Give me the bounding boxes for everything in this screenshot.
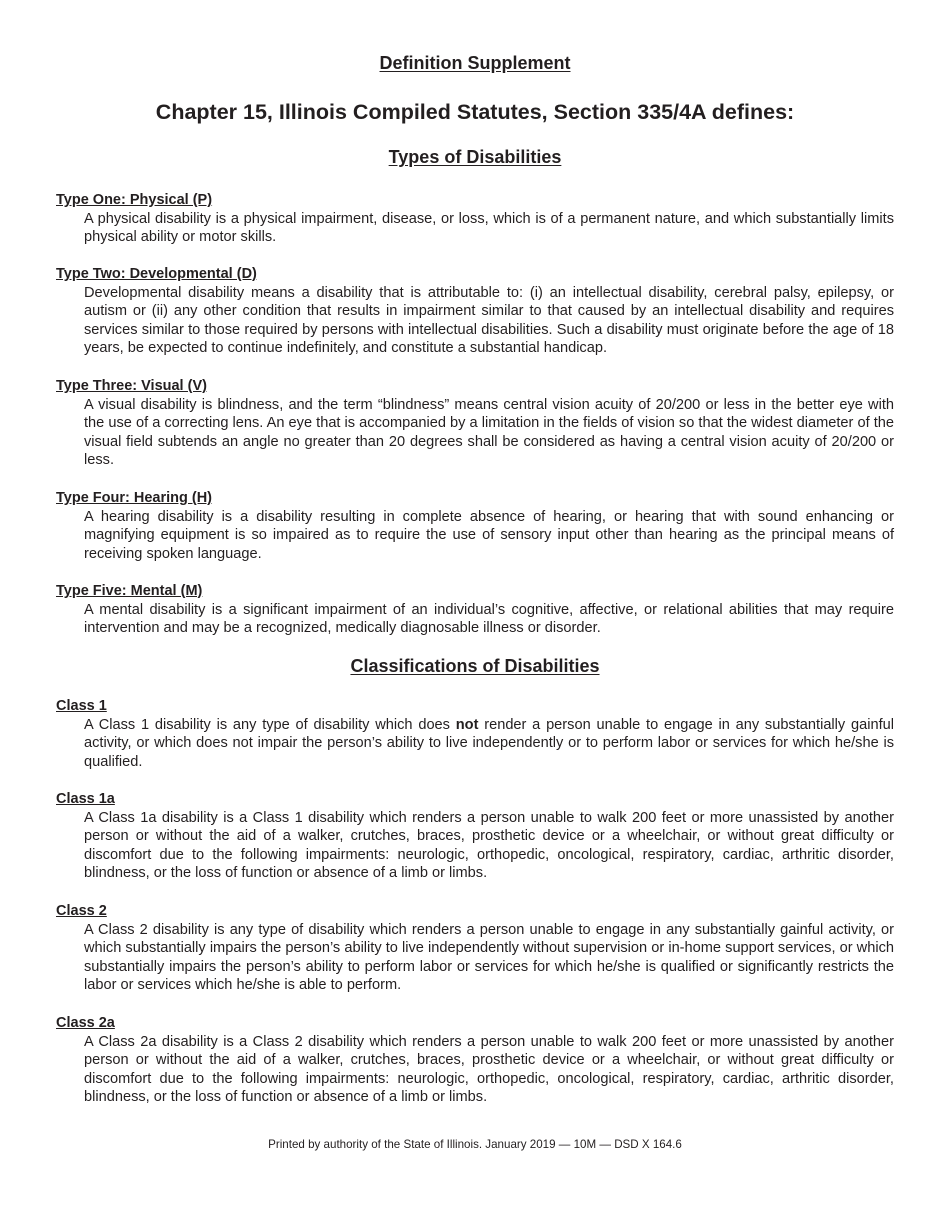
type-three-entry xyxy=(56,377,894,470)
type-one-definition: A physical disability is a physical impairment, disease, or loss, which is of a permanent nature, and which substantially limits physical ability or motor skills. xyxy=(84,210,894,246)
class-2a-entry xyxy=(56,1014,894,1107)
classifications-section-heading: Classifications of Disabilities xyxy=(350,656,600,676)
class-1-emphasis: not xyxy=(455,716,479,733)
type-one-heading: Type One: Physical (P) xyxy=(56,192,213,208)
type-four-entry xyxy=(56,489,894,563)
type-four-heading: Type Four: Hearing (H) xyxy=(56,490,213,506)
class-2-heading: Class 2 xyxy=(56,903,107,919)
type-five-heading: Type Five: Mental (M) xyxy=(56,583,203,599)
type-four-definition: A hearing disability is a disability resulting in complete absence of hearing, or hearing that with sound enhancing or magnifying equipment is so impaired as to require the use of sensory input other than hearing as the principal means of receiving spoken language. xyxy=(84,508,894,562)
class-1a-entry xyxy=(56,790,894,883)
class-2-definition: A Class 2 disability is any type of disability which renders a person unable to engage in any substantially gainful activity, or which substantially impairs the person’s ability to live independently without supervision or in-home support services, or which substantially impairs the person’s ability to perform labor or services for which he/she is qualified or significantly restricts the labor or services which he/she is able to perform. xyxy=(84,921,894,994)
class-1a-definition: A Class 1a disability is a Class 1 disability which renders a person unable to walk 200 feet or more unassisted by another person or without the aid of a walker, crutches, braces, prosthetic device or a wheelchair, or without great difficulty or discomfort due to the following impairments: neurologic, orthopedic, oncological, respiratory, cardiac, arthritic disorder, blindness, or the loss of function or absence of a limb or limbs. xyxy=(84,809,894,882)
type-three-definition: A visual disability is blindness, and the term “blindness” means central vision acuity of 20/200 or less in the better eye with the use of a correcting lens. An eye that is accompanied by a limitation in the fields of vision so that the widest diameter of the visual field subtends an angle no greater than 20 degrees shall be considered as having a central vision acuity of 20/200 or less. xyxy=(84,396,894,469)
class-1-entry xyxy=(56,697,894,771)
class-1a-heading: Class 1a xyxy=(56,791,115,807)
types-section-heading: Types of Disabilities xyxy=(388,147,562,167)
class-1-heading: Class 1 xyxy=(56,698,107,714)
class-1-definition-start: A Class 1 disability is any type of disability which does xyxy=(84,716,456,733)
type-one-entry xyxy=(56,191,894,247)
type-two-definition: Developmental disability means a disability that is attributable to: (i) an intellectual disability, cerebral palsy, epilepsy, or autism or (ii) any other condition that results in impairment similar to that caused by an intellectual disability and requires services similar to those required by persons with intellectual disabilities. Such a disability must originate before the age of 18 years, be expected to continue indefinitely, and constitute a substantial handicap. xyxy=(84,284,894,357)
print-authority-footer: Printed by authority of the State of Illinois. January 2019 — 10M — DSD X 164.6 xyxy=(268,1138,682,1151)
type-five-entry xyxy=(56,582,894,638)
class-2a-definition: A Class 2a disability is a Class 2 disability which renders a person unable to walk 200 feet or more unassisted by another person or without the aid of a walker, crutches, braces, prosthetic device or a wheelchair, or without great difficulty or discomfort due to the following impairments: neurologic, orthopedic, oncological, respiratory, cardiac, arthritic disorder, blindness, or the loss of function or absence of a limb or limbs. xyxy=(84,1033,894,1106)
supplement-title: Definition Supplement xyxy=(379,53,571,73)
page-title: Chapter 15, Illinois Compiled Statutes, Section 335/4A defines: xyxy=(155,100,795,124)
type-two-entry xyxy=(56,265,894,358)
class-2a-heading: Class 2a xyxy=(56,1015,115,1031)
type-three-heading: Type Three: Visual (V) xyxy=(56,378,207,394)
class-1-definition xyxy=(84,716,894,772)
type-two-heading: Type Two: Developmental (D) xyxy=(56,266,257,282)
class-2-entry xyxy=(56,902,894,995)
type-five-definition: A mental disability is a significant impairment of an individual’s cognitive, affective, or relational abilities that may require intervention and may be a recognized, medically diagnosable illness or disorder. xyxy=(84,601,894,637)
class-1-definition-end: render a person unable to engage in any substantially gainful activity, or which does not impair the person’s ability to live independently or to perform labor or services for which he/she is qualified. xyxy=(84,716,894,770)
